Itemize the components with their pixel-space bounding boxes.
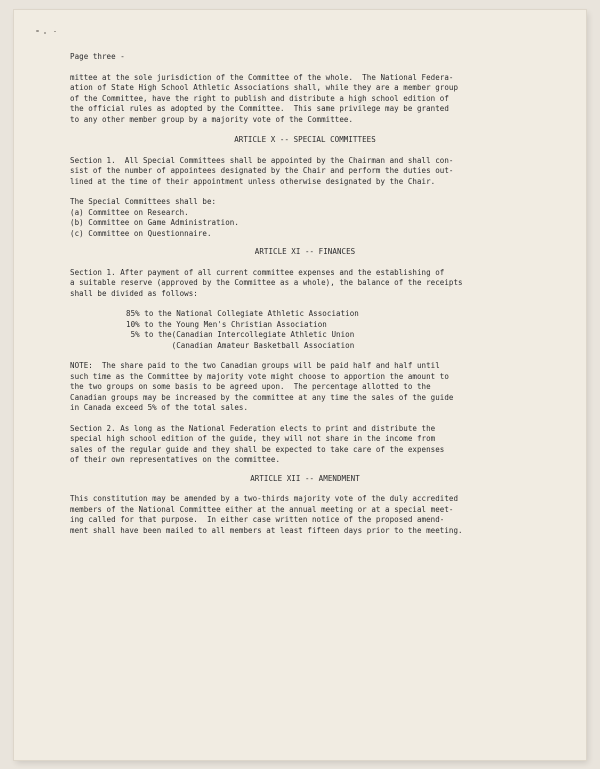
note-line: in Canada exceed 5% of the total sales. <box>70 403 249 412</box>
article-xi-heading: ARTICLE XI -- FINANCES <box>254 247 356 256</box>
note-line: the two groups on some basis to be agreed upon. The percentage allotted to the <box>70 382 431 391</box>
allocation-line: 85% to the National Collegiate Athletic Association <box>126 309 359 318</box>
article-x-section1-line: sist of the number of appointees designated by the Chair and perform the duties out- <box>70 166 454 175</box>
article-xi-section2-line: of their own representatives on the committee. <box>70 455 281 464</box>
allocation-line: 5% to the(Canadian Intercollegiate Athletic Union <box>126 330 355 339</box>
note-line: such time as the Committee by majority vote might choose to apportion the amount to <box>70 371 449 381</box>
article-xi-section2-line: Section 2. As long as the National Federation elects to print and distribute the <box>70 423 436 433</box>
article-xi-section2-line: sales of the regular guide and they shall be expected to take care of the expenses <box>70 444 445 454</box>
intro-line: mittee at the sole jurisdiction of the Committee of the whole. The National Federa- <box>70 72 454 82</box>
note-line: Canadian groups may be increased by the committee at any time the sales of the guide <box>70 392 454 402</box>
paper-speck <box>44 32 46 34</box>
article-x-section1-line: lined at the time of their appointment unless otherwise designated by the Chair. <box>70 176 436 186</box>
typed-text <box>70 52 540 536</box>
committees-intro: The Special Committees shall be: <box>70 197 217 206</box>
article-xi-section2-line: special high school edition of the guide, they will not share in the income from <box>70 434 436 443</box>
amendment-line: ing called for that purpose. In either case written notice of the proposed amend- <box>70 515 445 524</box>
article-xi-section1-line: shall be divided as follows: <box>70 288 198 298</box>
article-x-section1-line: Section 1. All Special Committees shall be appointed by the Chairman and shall con- <box>70 155 454 165</box>
intro-line: of the Committee, have the right to publish and distribute a high school edition of <box>70 93 449 103</box>
committee-item: (a) Committee on Research. <box>70 207 189 217</box>
amendment-line: ment shall have been mailed to all members at least fifteen days prior to the meeting. <box>70 525 463 535</box>
allocation-line: (Canadian Amateur Basketball Association <box>126 340 355 350</box>
paper-speck <box>36 30 39 32</box>
intro-line: to any other member group by a majority vote of the Committee. <box>70 114 354 124</box>
paper-speck <box>54 31 56 32</box>
committee-item: (c) Committee on Questionnaire. <box>70 228 212 238</box>
allocation-line: 10% to the Young Men's Christian Association <box>126 319 327 329</box>
article-x-heading: ARTICLE X -- SPECIAL COMMITTEES <box>234 135 376 144</box>
amendment-line: This constitution may be amended by a two-thirds majority vote of the duly accredited <box>70 494 459 503</box>
committee-item: (b) Committee on Game Administration. <box>70 218 239 227</box>
article-xi-section1-line: Section 1. After payment of all current committee expenses and the establishing of <box>70 267 445 277</box>
document-page <box>14 10 586 760</box>
amendment-line: members of the National Committee either at the annual meeting or at a special meet- <box>70 504 454 514</box>
intro-line: ation of State High School Athletic Associations shall, while they are a member group <box>70 83 459 92</box>
intro-line: the official rules as adopted by the Committee. This same privilege may be granted <box>70 104 449 113</box>
article-xii-heading: ARTICLE XII -- AMENDMENT <box>250 473 360 483</box>
note-line: NOTE: The share paid to the two Canadian groups will be paid half and half until <box>70 361 440 370</box>
article-xi-section1-line: a suitable reserve (approved by the Committee as a whole), the balance of the receipts <box>70 278 463 287</box>
page-header: Page three - <box>70 52 125 61</box>
